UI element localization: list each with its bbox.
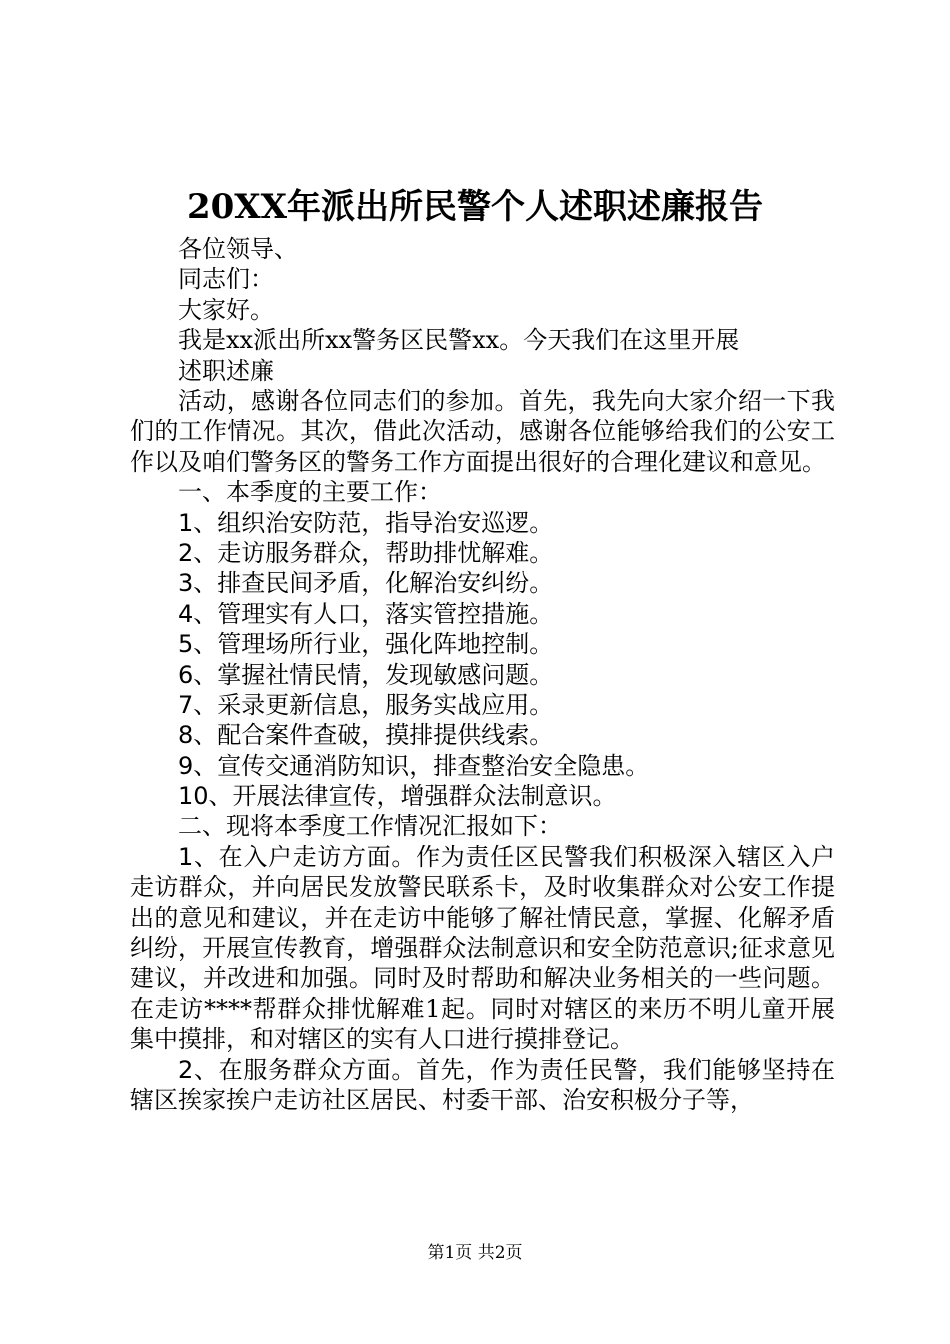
document-body [130,234,835,1116]
list-item: 6、掌握社情民情，发现敏感问题。 [178,660,554,689]
paragraph-text: 首先，作为责任民警，我们能够坚持在辖区挨家挨户走访社区居民、村委干部、治安积极分子等， [130,1055,835,1115]
list-item: 1、组织治安防范，指导治安巡逻。 [178,508,554,537]
greeting-line: 同志们： [178,265,274,294]
list-item: 4、管理实有人口，落实管控措施。 [178,599,554,628]
body-paragraph [130,1055,835,1116]
paragraph-text: 作为责任区民警我们积极深入辖区入户走访群众，并向居民发放警民联系卡，及时收集群众对公安工作提出的意见和建议，并在走访中能够了解社情民意，掌握、化解矛盾纠纷，开展宣传教育，增强群众法制意识和安全防范意识;征求意见建议，并改进和加强。同时及时帮助和解决业务相关的一些问题。在走访****帮群众排忧解难1起。同时对辖区的来历不明儿童开展集中摸排，和对辖区的实有人口进行摸排登记。 [130,842,835,1054]
list-item: 5、管理场所行业，强化阵地控制。 [178,630,554,659]
list-item: 10、开展法律宣传，增强群众法制意识。 [178,782,617,811]
section-heading: 一、本季度的主要工作： [178,478,442,507]
list-item: 2、走访服务群众，帮助排忧解难。 [178,538,554,567]
greeting-line: 各位领导、 [178,235,298,263]
list-item: 9、宣传交通消防知识，排查整治安全隐患。 [178,751,650,780]
greeting-line: 述职述廉 [178,356,274,385]
page-footer: 第1页 共2页 [427,1243,523,1263]
list-item: 3、排查民间矛盾，化解治安纠纷。 [178,569,554,598]
list-item: 8、配合案件查破，摸排提供线索。 [178,721,554,750]
greeting-line: 大家好。 [178,295,274,324]
body-paragraph [130,842,835,1055]
page-title: 20XX年派出所民警个人述职述廉报告 [186,187,764,227]
section-heading: 二、现将本季度工作情况汇报如下： [178,812,562,841]
greeting-line: 我是xx派出所xx警务区民警xx。今天我们在这里开展 [178,326,740,355]
paragraph-lead: 1、在入户走访方面。 [178,842,417,871]
paragraph-lead: 2、在服务群众方面。 [178,1055,417,1084]
intro-paragraph: 活动，感谢各位同志们的参加。首先，我先向大家介绍一下我们的工作情况。其次，借此次活动，感谢各位能够给我们的公安工作以及咱们警务区的警务工作方面提出很好的合理化建议和意见。 [130,386,835,476]
list-item: 7、采录更新信息，服务实战应用。 [178,690,554,719]
